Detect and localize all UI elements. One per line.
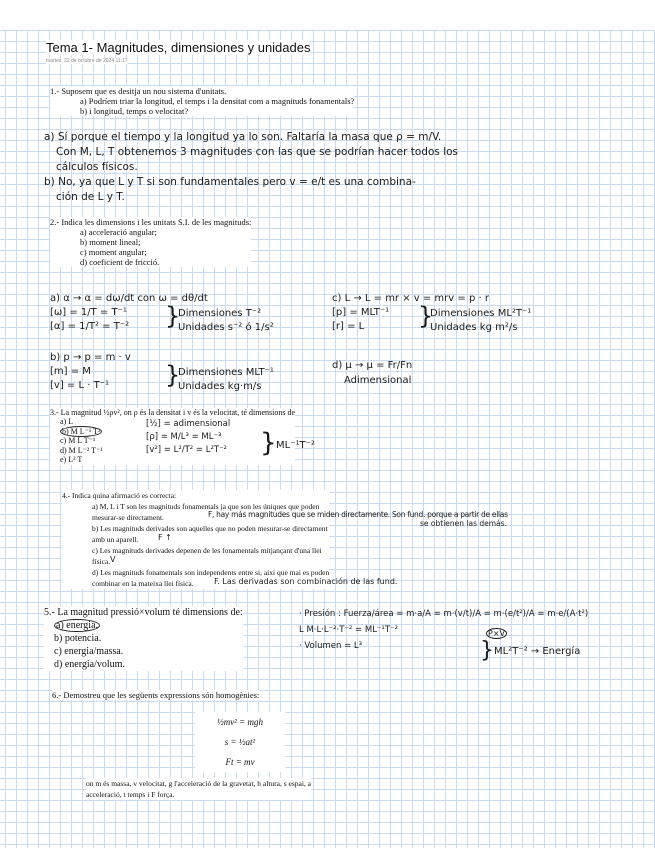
question-5-option: c) energia/massa. — [54, 646, 124, 657]
question-5-option: b) potencia. — [54, 633, 102, 644]
answer-2b-line: [m] = M — [50, 366, 91, 377]
question-2-item: b) moment lineal; — [80, 237, 141, 248]
question-5-stem: 5.- La magnitud pressió×volum té dimensions de: — [44, 607, 243, 618]
answer-5-line: L M·L·L⁻²·T⁻² = ML⁻¹T⁻² — [299, 625, 398, 635]
formula-list — [195, 712, 285, 772]
answer-3-line: [v²] = L²/T² = L²T⁻² — [146, 445, 227, 455]
question-4-line: d) Les magnituds fonamentals son independents entre si, aixi que mai es poden — [92, 568, 330, 577]
question-2-item: a) acceleració angular; — [80, 227, 157, 238]
annotation-4a: F, hay más magnitudes que se miden directamente. Son fund. porque a partir de ellas — [208, 510, 508, 519]
answer-1-line: Con M, L, T obtenemos 3 magnitudes con las que se podrían hacer todos los — [56, 146, 458, 158]
answer-1-line: a) Sí porque el tiempo y la longitud ya lo son. Faltaría la masa que ρ = m/V. — [44, 131, 442, 143]
answer-2b-dimensions: Dimensiones MLT⁻¹ — [178, 367, 274, 378]
question-5-option: d) energia/volum. — [54, 659, 125, 670]
question-2-item: d) coeficient de fricció. — [80, 257, 160, 268]
formula: Ft = mv — [225, 757, 255, 767]
brace-5: } — [480, 638, 494, 663]
question-4-line: a) M, L i T son les magnituds fonamentals ja que son les úniques que poden — [92, 502, 320, 511]
answer-2c-line: [r] = L — [332, 321, 365, 332]
brace-2a: } — [165, 302, 181, 330]
question-1-stem: 1.- Suposem que es desitja un nou sistema d'unitats. — [50, 86, 227, 96]
question-6-note-line: on m és massa, v velocitat, g l'acceleració de la gravetat, h altura, s espai, a — [86, 779, 312, 788]
question-3-option: d) M L⁻² T⁻¹ — [60, 445, 103, 455]
question-1 — [50, 86, 354, 116]
answer-2b-line: b) p → p = m · v — [50, 352, 131, 363]
question-4-line: c) Les magnituds derivades depenen de les fonamentals mitjançant d'una llei — [92, 546, 322, 555]
answer-1-line: cálculos físicos. — [56, 161, 138, 173]
answer-2b-line: [v] = L · T⁻¹ — [50, 380, 109, 391]
question-4-line: b) Les magnituds derivades son aquelles que no poden mesurar-se directament — [92, 524, 328, 533]
answer-1-line: b) No, ya que L y T si son fundamentales pero v = e/t es una combina- — [44, 176, 416, 188]
selected-option-circle: a) energia. — [56, 620, 99, 631]
pv-circle: P×V — [488, 629, 505, 638]
answer-2c-dimensions: Dimensiones ML²T⁻¹ — [430, 308, 532, 319]
annotation-4a-cont: se obtienen las demás. — [420, 519, 507, 528]
formula: ½mv² = mgh — [216, 717, 263, 727]
answer-2a-line: [α] = 1/T² = T⁻² — [50, 321, 130, 332]
question-3-option: e) L² T — [60, 455, 83, 465]
brace-2c: } — [418, 302, 434, 330]
answer-3-line: [½] = adimensional — [146, 419, 231, 429]
answer-1-line: ción de L y T. — [56, 191, 125, 203]
question-5-option — [44, 619, 243, 632]
answer-1 — [44, 130, 458, 205]
answer-2a-result — [178, 307, 274, 335]
answer-2d-line: Adimensional — [344, 375, 412, 386]
question-4-stem: 4.- Indica quina afirmació es correcta: — [62, 491, 177, 500]
answer-5-line: · Volumen = L³ — [299, 641, 363, 651]
answer-2d — [332, 358, 412, 388]
answer-2c-units: Unidades kg m²/s — [430, 322, 518, 333]
annotation-4d: F. Las derivadas son combinación de las fund. — [214, 577, 398, 586]
question-2-item: c) moment angular; — [80, 247, 147, 258]
question-3-option: c) M L T⁻¹ — [60, 436, 96, 446]
selected-option-circle: b) M L⁻¹ T² — [62, 426, 101, 436]
question-2-stem: 2.- Indica les dimensions i les unitats S.I. de les magnituds: — [50, 217, 252, 227]
question-4-line: física. — [92, 557, 111, 566]
answer-2c-result — [430, 307, 531, 335]
page-top-margin — [0, 0, 655, 30]
question-1-a: a) Podríem triar la longitud, el temps i la densitat com a magnituds fonamentals? — [80, 96, 355, 107]
brace-2b: } — [165, 361, 181, 389]
answer-3 — [146, 418, 230, 457]
question-4-line: amb un aparell. — [92, 535, 139, 544]
answer-2b-result — [178, 366, 274, 394]
answer-2a-line: [ω] = 1/T = T⁻¹ — [50, 307, 127, 318]
question-1-b: b) i longitud, temps o velocitat? — [80, 106, 189, 117]
question-3-stem: 3.- La magnitud ½ρv², on ρ és la densitat i v és la velocitat, té dimensions de — [50, 408, 295, 417]
answer-3-result: ML⁻¹T⁻² — [276, 440, 315, 451]
page-date: martes, 22 de octubre de 2024 11:17 — [46, 58, 128, 64]
question-2 — [50, 217, 251, 267]
answer-2a-dimensions: Dimensiones T⁻² — [178, 308, 262, 319]
brace-3: } — [260, 428, 277, 458]
answer-2c-line: c) L → L = mr × v = mrv = p · r — [332, 293, 489, 304]
answer-2b-units: Unidades kg·m/s — [178, 381, 262, 392]
answer-2a-line: a) α → α = dω/dt con ω = dθ/dt — [50, 293, 208, 304]
answer-5-result: ML²T⁻² → Energía — [494, 646, 581, 657]
question-6-stem: 6.- Demostreu que les següents expressions són homogènies: — [52, 690, 260, 700]
question-5 — [44, 606, 243, 671]
annotation-4b: F ↑ — [158, 533, 172, 542]
answer-2d-line: d) μ → μ = Fr/Fn — [332, 360, 413, 371]
question-6-note-line: acceleració, t temps i F força. — [86, 790, 175, 799]
answer-2a-units: Unidades s⁻² ó 1/s² — [178, 322, 274, 333]
question-4-line: combinar en la mateixa llei física. — [92, 579, 194, 588]
answer-2b — [50, 351, 131, 393]
answer-3-line: [ρ] = M/L³ = ML⁻³ — [146, 432, 222, 442]
annotation-4c: V — [110, 555, 116, 564]
question-4 — [62, 490, 329, 589]
question-6-note — [86, 778, 311, 800]
formula: s = ½at² — [224, 737, 256, 747]
answer-2c-line: [p] = MLT⁻¹ — [332, 307, 390, 318]
page-title: Tema 1- Magnitudes, dimensiones y unidades — [46, 40, 311, 55]
question-6 — [52, 690, 259, 700]
question-3-option: a) L — [60, 417, 74, 427]
answer-5-line: · Presión : Fuerza/área = m·a/A = m·(v/t)/A = m·(e/t²)/A = m·e/(A·t²) — [299, 609, 589, 619]
question-4-line: mesurar-se directament. — [92, 513, 164, 522]
